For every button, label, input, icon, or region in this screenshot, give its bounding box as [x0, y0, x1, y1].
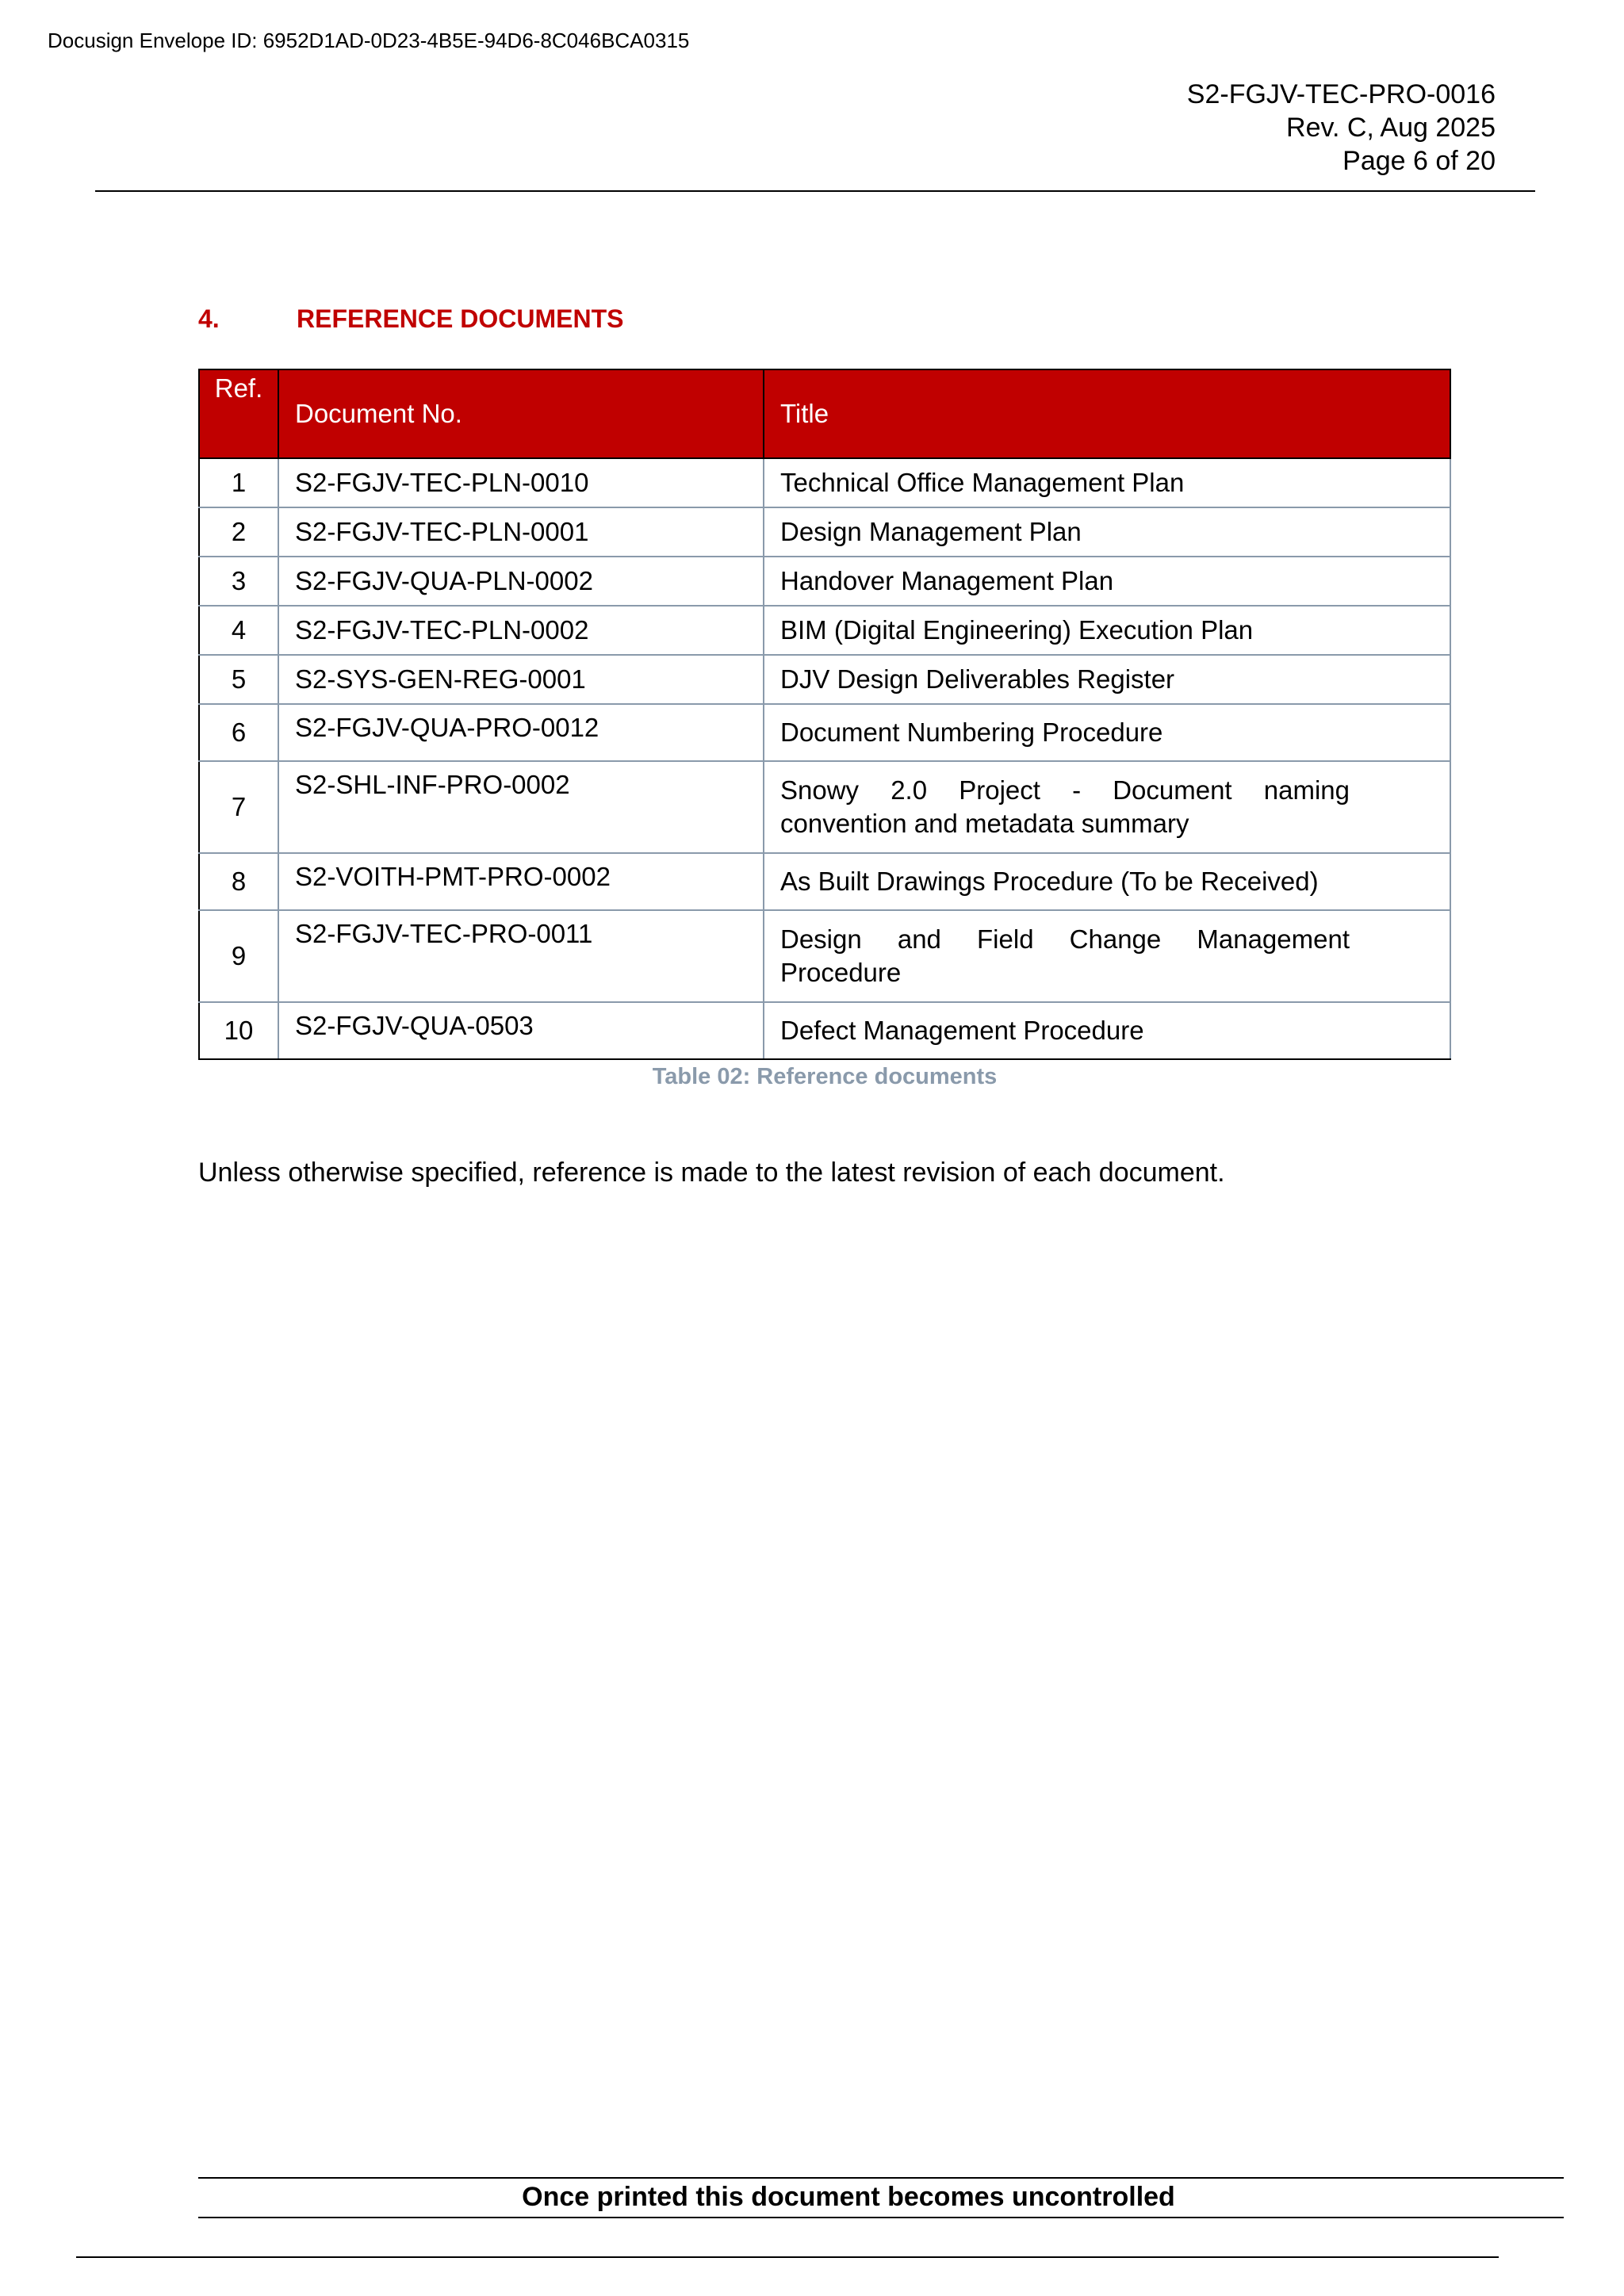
cell-ref: 9: [199, 910, 278, 1002]
cell-document-no: S2-FGJV-QUA-PLN-0002: [278, 557, 764, 606]
cell-title: Document Numbering Procedure: [764, 704, 1450, 761]
footer-divider-top: [198, 2177, 1564, 2179]
section-heading: [198, 304, 623, 334]
table-row: [199, 557, 1450, 606]
header-revision: Rev. C, Aug 2025: [1286, 113, 1496, 143]
table-row: [199, 761, 1450, 853]
cell-document-no: S2-FGJV-TEC-PLN-0001: [278, 507, 764, 557]
cell-document-no: S2-SYS-GEN-REG-0001: [278, 655, 764, 704]
cell-ref: 2: [199, 507, 278, 557]
table-row: [199, 910, 1450, 1002]
footer-notice: Once printed this document becomes uncontrolled: [522, 2182, 1175, 2212]
cell-title: Handover Management Plan: [764, 557, 1450, 606]
docusign-envelope-id: Docusign Envelope ID: 6952D1AD-0D23-4B5E-94D6-8C046BCA0315: [48, 29, 690, 52]
cell-title: DJV Design Deliverables Register: [764, 655, 1450, 704]
reference-documents-table: [198, 369, 1451, 1060]
table-header-row: [199, 369, 1450, 458]
cell-ref: 1: [199, 458, 278, 507]
cell-ref: 3: [199, 557, 278, 606]
header-divider: [95, 190, 1535, 192]
cell-ref: 5: [199, 655, 278, 704]
cell-ref: 6: [199, 704, 278, 761]
table-row: [199, 606, 1450, 655]
header-page-number: Page 6 of 20: [1342, 146, 1496, 176]
cell-title: Defect Management Procedure: [764, 1002, 1450, 1059]
cell-document-no: S2-FGJV-TEC-PLN-0002: [278, 606, 764, 655]
cell-document-no: S2-FGJV-TEC-PLN-0010: [278, 458, 764, 507]
header-title: Title: [764, 369, 1450, 458]
cell-document-no: S2-VOITH-PMT-PRO-0002: [278, 853, 764, 910]
cell-ref: 8: [199, 853, 278, 910]
cell-title: Snowy 2.0 Project - Document naming convention and metadata summary: [764, 761, 1450, 853]
document-header: [1187, 78, 1496, 178]
cell-title: Design Management Plan: [764, 507, 1450, 557]
footer-divider-bottom: [198, 2217, 1564, 2218]
table-row: [199, 458, 1450, 507]
table-row: [199, 655, 1450, 704]
table-row: [199, 853, 1450, 910]
cell-document-no: S2-SHL-INF-PRO-0002: [278, 761, 764, 853]
header-doc-number: S2-FGJV-TEC-PRO-0016: [1186, 79, 1496, 109]
cell-title: Design and Field Change Management Procedure: [764, 910, 1450, 1002]
cell-document-no: S2-FGJV-QUA-PRO-0012: [278, 704, 764, 761]
table-row: [199, 507, 1450, 557]
page-bottom-divider: [76, 2256, 1499, 2258]
section-number: 4.: [198, 304, 220, 333]
table-row: [199, 704, 1450, 761]
cell-ref: 7: [199, 761, 278, 853]
cell-ref: 4: [199, 606, 278, 655]
table-caption: Table 02: Reference documents: [652, 1064, 998, 1089]
table-row: [199, 1002, 1450, 1059]
cell-document-no: S2-FGJV-TEC-PRO-0011: [278, 910, 764, 1002]
header-ref: Ref.: [199, 369, 278, 458]
section-title: REFERENCE DOCUMENTS: [297, 304, 624, 333]
cell-title: Technical Office Management Plan: [764, 458, 1450, 507]
cell-document-no: S2-FGJV-QUA-0503: [278, 1002, 764, 1059]
cell-ref: 10: [199, 1002, 278, 1059]
cell-title: BIM (Digital Engineering) Execution Plan: [764, 606, 1450, 655]
cell-title: As Built Drawings Procedure (To be Received): [764, 853, 1450, 910]
header-document-no: Document No.: [278, 369, 764, 458]
body-paragraph: Unless otherwise specified, reference is made to the latest revision of each document.: [198, 1158, 1225, 1188]
